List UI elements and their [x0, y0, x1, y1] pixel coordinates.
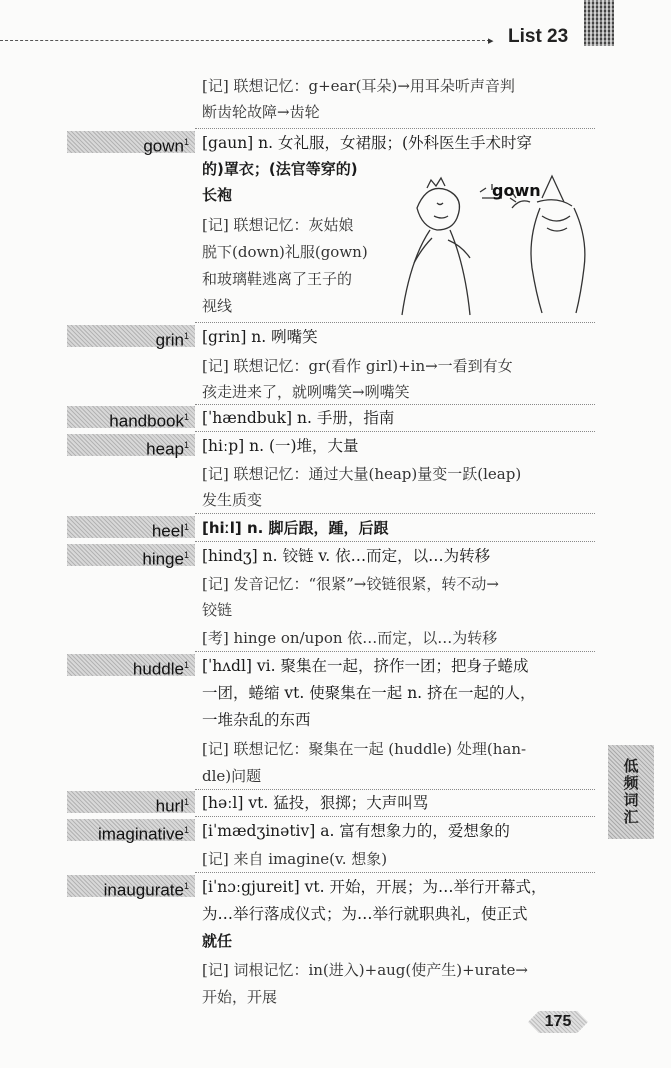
gown-note-4: 视线 [202, 297, 233, 315]
divider [195, 128, 595, 129]
headword-imaginative: imaginative$^1$ [67, 819, 195, 841]
headword-handbook: handbook$^1$ [67, 406, 195, 428]
divider [195, 404, 595, 405]
heap-def: [hiːp] n. (一)堆，大量 [202, 437, 359, 455]
gown-def-3: 长袍 [202, 186, 233, 204]
inaugurate-note-1: [记] 词根记忆：in(进入)+aug(使产生)+urate→ [202, 961, 528, 979]
inaugurate-def-3: 就任 [202, 932, 233, 950]
divider [195, 651, 595, 652]
hinge-exam: [考] hinge on/upon 依…而定，以…为转移 [202, 629, 498, 647]
huddle-def-3: 一堆杂乱的东西 [202, 711, 311, 729]
imaginative-note: [记] 来自 imagine(v. 想象) [202, 850, 388, 868]
divider [195, 816, 595, 817]
divider [195, 322, 595, 323]
hinge-note-2: 铰链 [202, 601, 233, 619]
divider [195, 513, 595, 514]
header-rule [0, 40, 490, 41]
gown-def-1: [gaun] n. 女礼服，女裙服；(外科医生手术时穿 [202, 134, 533, 152]
inaugurate-def-2: 为…举行落成仪式；为…举行就职典礼，使正式 [202, 905, 528, 923]
gear-note-2: 断齿轮故障→齿轮 [202, 103, 320, 121]
divider [195, 541, 595, 542]
grin-def: [grin] n. 咧嘴笑 [202, 328, 318, 346]
gown-note-2: 脱下(down)礼服(gown) [202, 243, 368, 261]
grin-note-2: 孩走进来了，就咧嘴笑→咧嘴笑 [202, 383, 410, 401]
huddle-def-1: [ˈhʌdl] vi. 聚集在一起，挤作一团；把身子蜷成 [202, 657, 529, 675]
huddle-note-2: dle)问题 [202, 767, 262, 785]
hurl-def: [həːl] vt. 猛投，狠掷；大声叫骂 [202, 794, 429, 812]
huddle-note-1: [记] 联想记忆：聚集在一起 (huddle) 处理(han- [202, 740, 527, 758]
header-arrow-icon: ▸ [488, 34, 494, 47]
heel-def: [hiːl] n. 脚后跟，踵，后跟 [202, 519, 389, 537]
headword-heel: heel$^1$ [67, 516, 195, 538]
hinge-def: [hindʒ] n. 铰链 v. 依…而定，以…为转移 [202, 547, 491, 565]
hinge-note-1: [记] 发音记忆：“很紧”→铰链很紧，转不动→ [202, 575, 499, 593]
heap-note-1: [记] 联想记忆：通过大量(heap)量变一跃(leap) [202, 465, 522, 483]
gear-note-1: [记] 联想记忆：g+ear(耳朵)→用耳朵听声音判 [202, 77, 515, 95]
headword-heap: heap$^1$ [67, 434, 195, 456]
divider [195, 789, 595, 790]
grin-note-1: [记] 联想记忆：gr(看作 girl)+in→一看到有女 [202, 357, 513, 375]
huddle-def-2: 一团，蜷缩 vt. 使聚集在一起 n. 挤在一起的人， [202, 684, 536, 702]
gown-illustration [392, 168, 602, 318]
headword-gown: gown$^1$ [67, 131, 195, 153]
corner-decoration-overlay [584, 0, 614, 46]
side-tab-low-frequency: 低频词汇 [608, 745, 654, 839]
headword-hurl: hurl$^1$ [67, 791, 195, 813]
headword-hinge: hinge$^1$ [67, 544, 195, 566]
inaugurate-def-1: [iˈnɔːgjureit] vt. 开始，开展；为…举行开幕式， [202, 878, 547, 896]
illustration-label: gown [492, 181, 541, 200]
list-label: List 23 [508, 26, 569, 47]
gown-note-3: 和玻璃鞋逃离了王子的 [202, 270, 353, 288]
headword-huddle: huddle$^1$ [67, 654, 195, 676]
handbook-def: [ˈhændbuk] n. 手册，指南 [202, 409, 395, 427]
page-number: 175 [524, 1010, 592, 1034]
headword-grin: grin$^1$ [67, 325, 195, 347]
inaugurate-note-2: 开始，开展 [202, 988, 278, 1006]
heap-note-2: 发生质变 [202, 491, 263, 509]
headword-inaugurate: inaugurate$^1$ [67, 875, 195, 897]
imaginative-def: [iˈmædʒinətiv] a. 富有想象力的，爱想象的 [202, 822, 510, 840]
gown-note-1: [记] 联想记忆：灰姑娘 [202, 216, 354, 234]
gown-def-2: 的)罩衣；(法官等穿的) [202, 160, 358, 178]
divider [195, 872, 595, 873]
divider [195, 431, 595, 432]
